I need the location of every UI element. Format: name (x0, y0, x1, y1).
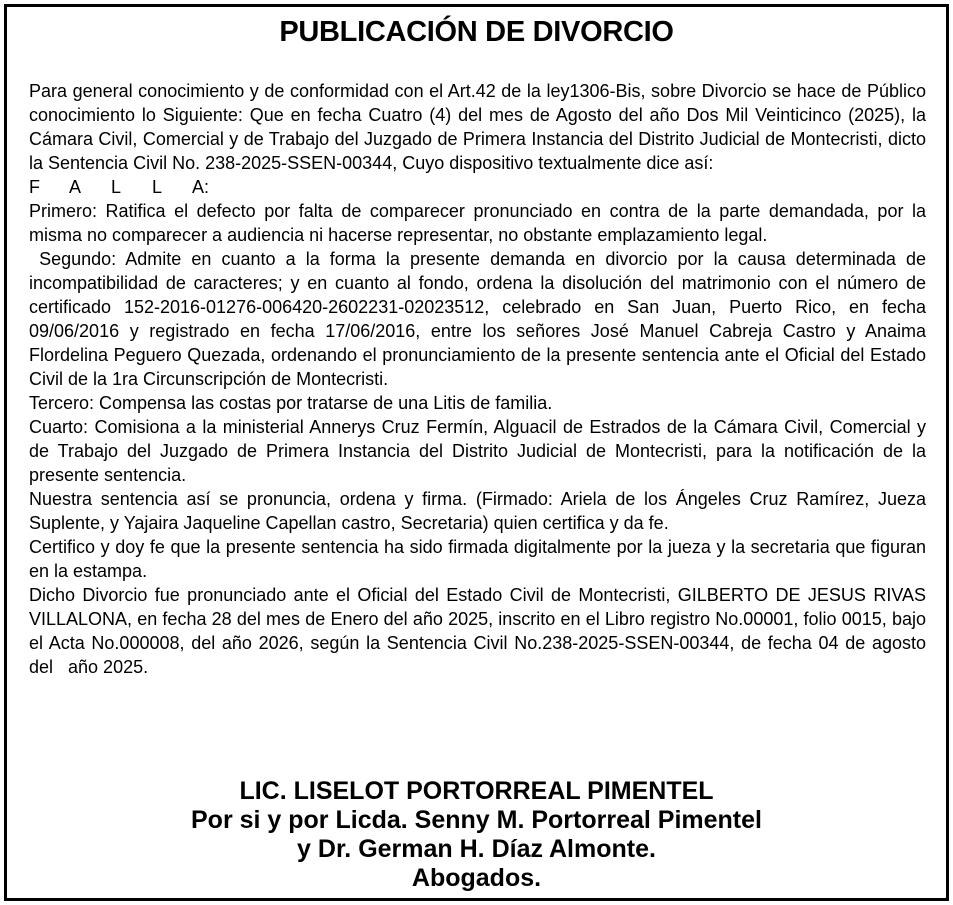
nuestra-paragraph: Nuestra sentencia así se pronuncia, ordena y firma. (Firmado: Ariela de los Ángeles Cruz Ramírez, Jueza Suplente, y Yajaira Jaqueline Capellan castro, Secretaria) quien certifica y da fe. (29, 489, 926, 533)
intro-paragraph: Para general conocimiento y de conformidad con el Art.42 de la ley1306-Bis, sobre Divorcio se hace de Público conocimiento lo Siguiente: Que en fecha Cuatro (4) del mes de Agosto del año Dos Mil Veinticinco (2025), la Cámara Civil, Comercial y de Trabajo del Juzgado de Primera Instancia del Distrito Judicial de Montecristi, dicto la Sentencia Civil No. 238-2025-SSEN-00344, Cuyo dispositivo textualmente dice así: (29, 81, 926, 173)
cuarto-paragraph: Cuarto: Comisiona a la ministerial Annerys Cruz Fermín, Alguacil de Estrados de la Cámara Civil, Comercial y de Trabajo del Juzgado de Primera Instancia del Distrito Judicial de Montecristi, para la notificación de la presente sentencia. (29, 417, 926, 485)
falla-letter: F (29, 177, 40, 197)
signature-block (7, 777, 946, 893)
signature-role: Abogados. (411, 864, 542, 892)
publication-border (4, 4, 949, 901)
publication-title: PUBLICACIÓN DE DIVORCIO (279, 16, 674, 48)
signature-line-3: y Dr. German H. Díaz Almonte. (297, 835, 656, 863)
signature-line-2: Por si y por Licda. Senny M. Portorreal Pimentel (191, 806, 762, 834)
falla-letter: L (111, 177, 122, 197)
falla-letter: A: (192, 177, 210, 197)
signature-name: LIC. LISELOT PORTORREAL PIMENTEL (239, 777, 714, 805)
primero-paragraph: Primero: Ratifica el defecto por falta de comparecer pronunciado en contra de la parte demandada, por la misma no comparecer a audiencia ni hacerse representar, no obstante emplazamiento legal. (29, 201, 926, 245)
certifico-paragraph: Certifico y doy fe que la presente sentencia ha sido firmada digitalmente por la jueza y la secretaria que figuran en la estampa. (29, 537, 926, 581)
segundo-paragraph: Segundo: Admite en cuanto a la forma la presente demanda en divorcio por la causa determinada de incompatibilidad de caracteres; y en cuanto al fondo, ordena la disolución del matrimonio con el número de certificado 152-2016-01276-006420-2602231-02023512, celebrado en San Juan, Puerto Rico, en fecha 09/06/2016 y registrado en fecha 17/06/2016, entre los señores José Manuel Cabreja Castro y Anaima Flordelina Peguero Quezada, ordenando el pronunciamiento de la presente sentencia ante el Oficial del Estado Civil de la 1ra Circunscripción de Montecristi. (29, 249, 932, 389)
falla-letter: L (152, 177, 163, 197)
falla-heading (29, 175, 926, 199)
publication-body (29, 79, 932, 679)
dicho-paragraph: Dicho Divorcio fue pronunciado ante el Oficial del Estado Civil de Montecristi, GILBERTO DE JESUS RIVAS VILLALONA, en fecha 28 del mes de Enero del año 2025, inscrito en el Libro registro No.00001, folio 0015, bajo el Acta No.000008, del año 2026, según la Sentencia Civil No.238-2025-SSEN-00344, de fecha 04 de agosto del año 2025. (29, 585, 932, 677)
tercero-paragraph: Tercero: Compensa las costas por tratarse de una Litis de familia. (29, 393, 553, 413)
falla-letter: A (69, 177, 82, 197)
